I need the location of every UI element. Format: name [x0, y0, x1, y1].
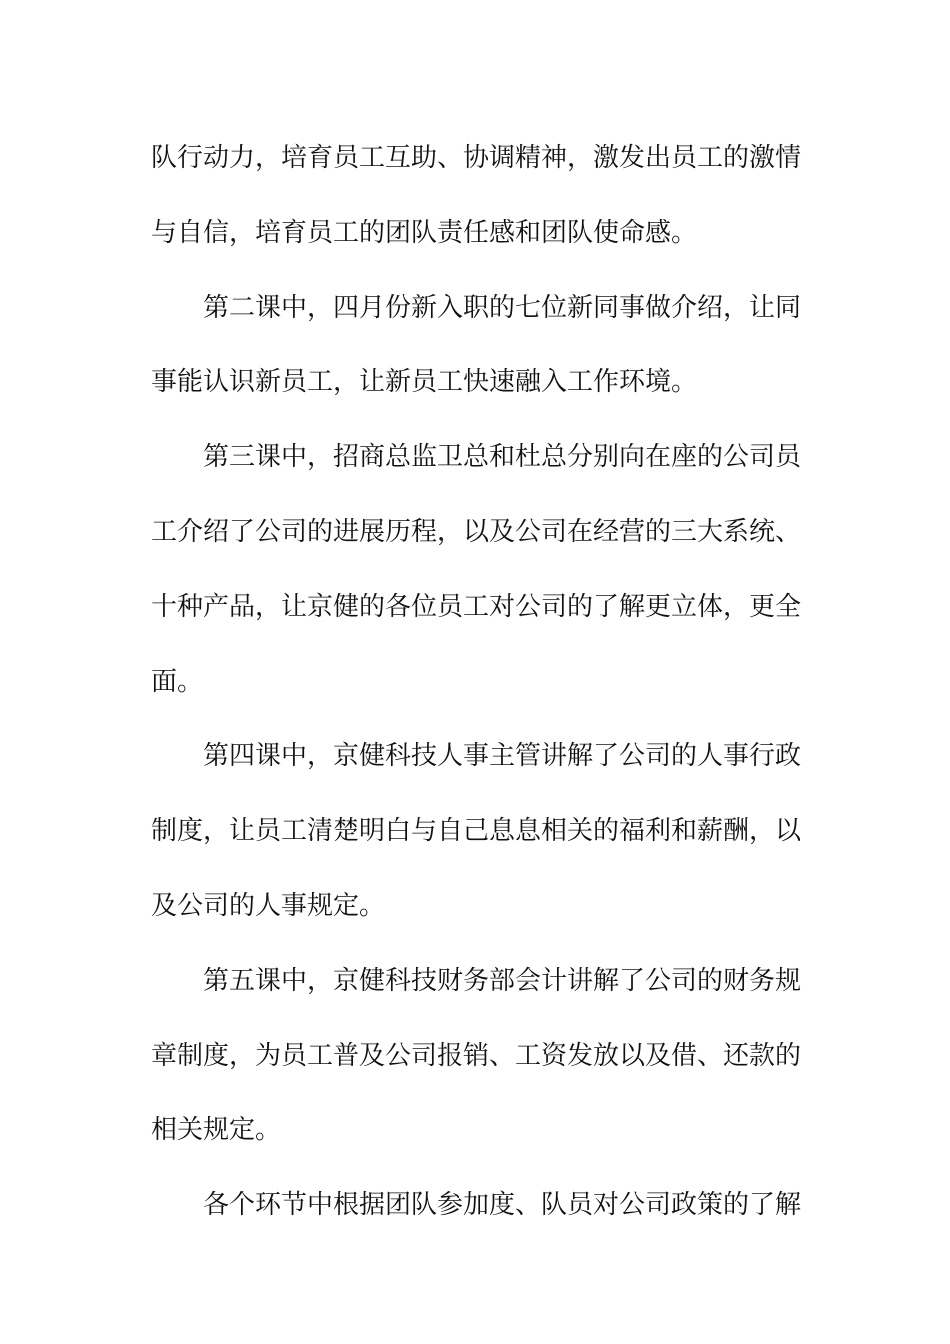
- text-line-6: 工介绍了公司的进展历程，以及公司在经营的三大系统、: [151, 516, 802, 547]
- text-line-11: 及公司的人事规定。: [151, 890, 386, 921]
- document-body: [151, 121, 802, 1243]
- text-line-15: 各个环节中根据团队参加度、队员对公司政策的了解: [203, 1190, 802, 1221]
- text-line-3: 第二课中，四月份新入职的七位新同事做介绍，让同: [203, 292, 802, 323]
- text-line-4: 事能认识新员工，让新员工快速融入工作环境。: [151, 367, 698, 398]
- text-line-14: 相关规定。: [151, 1115, 282, 1146]
- text-line-2: 与自信，培育员工的团队责任感和团队使命感。: [151, 217, 698, 248]
- text-line-1: 队行动力，培育员工互助、协调精神，激发出员工的激情: [151, 143, 802, 173]
- text-line-12: 第五课中，京健科技财务部会计讲解了公司的财务规: [203, 965, 802, 996]
- text-line-13: 章制度，为员工普及公司报销、工资发放以及借、还款的: [151, 1040, 802, 1071]
- text-line-10: 制度，让员工清楚明白与自己息息相关的福利和薪酬，以: [151, 816, 802, 847]
- text-line-7: 十种产品，让京健的各位员工对公司的了解更立体，更全: [151, 591, 802, 622]
- text-line-5: 第三课中，招商总监卫总和杜总分别向在座的公司员: [203, 442, 802, 473]
- text-line-9: 第四课中，京健科技人事主管讲解了公司的人事行政: [203, 741, 802, 772]
- text-line-8: 面。: [151, 666, 204, 697]
